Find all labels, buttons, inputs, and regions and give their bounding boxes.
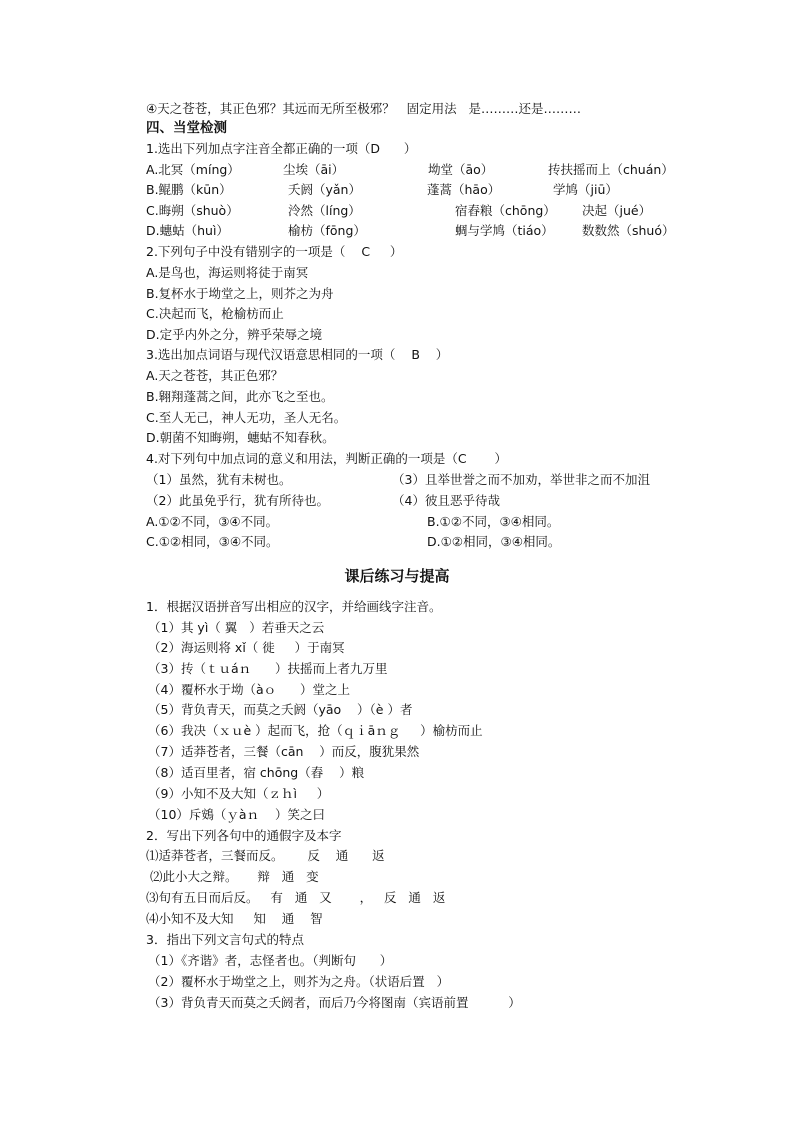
q1-d-2: 榆枋（fōng） [288, 223, 366, 238]
q1-stem: 1.选出下列加点字注音全都正确的一项（D ） [146, 141, 417, 156]
q1-d-4: 数数然（shuó） [582, 223, 675, 238]
after-class-title: 课后练习与提高 [344, 567, 450, 585]
part1-item-6: （6）我决（ｘｕè ）起而飞，抢（ｑｉāｎｇ ）榆枋而止 [148, 723, 483, 738]
part1-item-1: （1）其 yì（ 翼 ）若垂天之云 [148, 620, 325, 635]
part2-item-2: ⑵此小大之辩。 辩 通 变 [146, 869, 319, 884]
q4-option-a: A.①②不同，③④不同。 [146, 514, 279, 529]
q1-d-1: D.蟪蛄（huì） [146, 223, 229, 238]
part3-item-1: （1）《齐谐》者，志怪者也。（判断句 ） [148, 953, 393, 968]
q1-a-2: 尘埃（āi） [283, 162, 345, 177]
part2-item-3: ⑶旬有五日而后反。 有 通 又 ， 反 通 返 [146, 890, 446, 905]
part1-item-4: （4）覆杯水于坳（àｏ ）堂之上 [148, 682, 350, 697]
top-line: ④天之苍苍，其正色邪？其远而无所至极邪？ 固定用法 是………还是……… [146, 101, 582, 116]
q1-b-2: 夭阏（yǎn） [288, 182, 361, 197]
q1-c-4: 决起（jué） [582, 203, 652, 218]
q4-stem: 4.对下列句中加点词的意义和用法，判断正确的一项是（C ） [146, 451, 507, 466]
q1-a-1: A.北冥（míng） [146, 162, 240, 177]
q1-c-3: 宿舂粮（chōng） [455, 203, 556, 218]
q1-b-1: B.鲲鹏（kūn） [146, 182, 232, 197]
part1-item-2: （2）海运则将 xǐ（ 徙 ）于南冥 [148, 640, 345, 655]
q3-option-d: D.朝菌不知晦朔，蟪蛄不知春秋。 [146, 430, 335, 445]
q4-option-c: C.①②相同，③④不同。 [146, 534, 279, 549]
part2-item-1: ⑴适莽苍者，三餐而反。 反 通 返 [146, 848, 385, 863]
q1-c-2: 泠然（líng） [288, 203, 361, 218]
q1-a-3: 坳堂（āo） [428, 162, 494, 177]
q4-sentence-2: （2）此虽免乎行，犹有所待也。 [146, 493, 329, 508]
q1-d-3: 蜩与学鸠（tiáo） [455, 223, 554, 238]
part1-stem: 1．根据汉语拼音写出相应的汉字，并给画线字注音。 [146, 599, 442, 614]
part3-item-2: （2）覆杯水于坳堂之上，则芥为之舟。（状语后置 ） [148, 974, 450, 989]
q3-stem: 3.选出加点词语与现代汉语意思相同的一项（ B ） [146, 347, 449, 362]
q2-option-c: C.决起而飞，枪榆枋而止 [146, 306, 284, 321]
part1-item-5: （5）背负青天，而莫之夭阏（yāo ）（è ）者 [148, 702, 413, 717]
part2-item-4: ⑷小知不及大知 知 通 智 [146, 911, 323, 926]
q2-option-d: D.定乎内外之分，辨乎荣辱之境 [146, 327, 323, 342]
q3-option-c: C.至人无己，神人无功，圣人无名。 [146, 410, 347, 425]
q3-option-a: A.天之苍苍，其正色邪？ [146, 368, 284, 383]
part1-item-3: （3）抟（ｔｕáｎ ）扶摇而上者九万里 [148, 661, 388, 676]
q4-sentence-1: （1）虽然，犹有未树也。 [146, 472, 292, 487]
part1-item-7: （7）适莽苍者，三餐（cān ）而反，腹犹果然 [148, 744, 420, 759]
q2-option-a: A.是鸟也，海运则将徒于南冥 [146, 265, 309, 280]
part1-item-8: （8）适百里者，宿 chōng（舂 ）粮 [148, 765, 365, 780]
section-heading: 四、当堂检测 [146, 120, 227, 136]
part1-item-9: （9）小知不及大知（ｚｈì ） [148, 786, 330, 801]
q1-c-1: C.晦朔（shuò） [146, 203, 239, 218]
part3-item-3: （3）背负青天而莫之夭阏者，而后乃今将图南（宾语前置 ） [148, 995, 521, 1010]
part1-item-10: （10）斥鴳（ｙàｎ ）笑之曰 [148, 807, 325, 822]
q1-b-4: 学鸠（jiū） [553, 182, 618, 197]
q1-a-4: 抟扶摇而上（chuán） [548, 162, 674, 177]
part2-stem: 2．写出下列各句中的通假字及本字 [146, 828, 342, 843]
q4-sentence-3: （3）且举世誉之而不加劝，举世非之而不加沮 [392, 472, 650, 487]
part3-stem: 3．指出下列文言句式的特点 [146, 932, 304, 947]
q4-option-b: B.①②不同，③④相同。 [427, 514, 560, 529]
q2-stem: 2.下列句子中没有错别字的一项是（ C ） [146, 244, 403, 259]
q4-option-d: D.①②相同，③④相同。 [427, 534, 561, 549]
q1-b-3: 蓬蒿（hāo） [427, 182, 501, 197]
q4-sentence-4: （4）彼且恶乎待哉 [392, 493, 500, 508]
q3-option-b: B.翱翔蓬蒿之间，此亦飞之至也。 [146, 389, 334, 404]
q2-option-b: B.复杯水于坳堂之上，则芥之为舟 [146, 286, 334, 301]
